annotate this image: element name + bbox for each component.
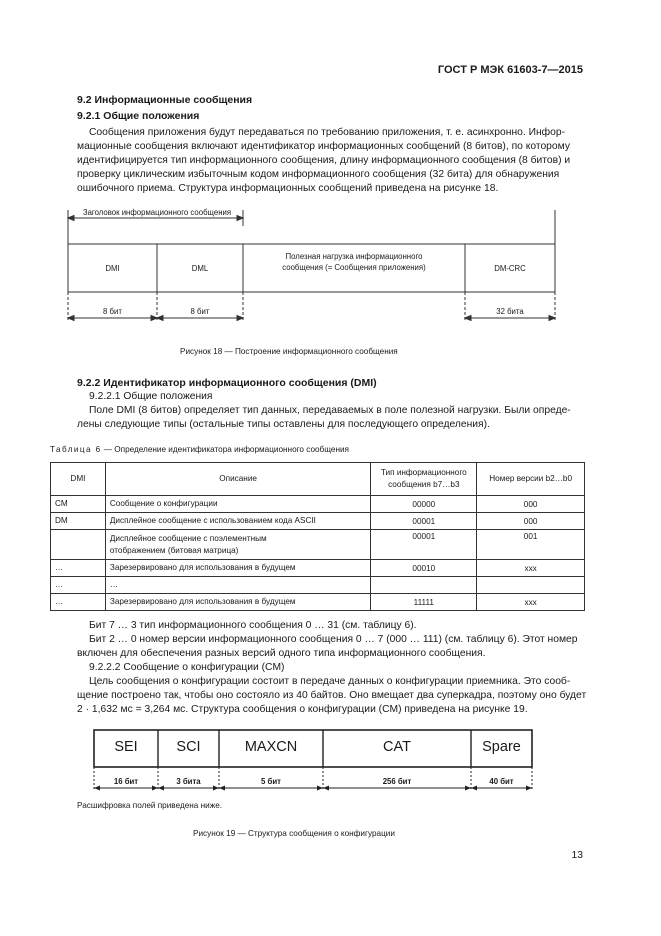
paragraph-line: Цель сообщения о конфигурации состоит в передаче данных о конфигурации приемника. Это сооб- — [89, 676, 571, 687]
figure-19-bits-cat: 256 бит — [382, 777, 412, 786]
paragraph-line: Бит 2 … 0 номер версии информационного сообщения 0 … 7 (000 … 111) (см. таблицу 6). Этот номер — [89, 634, 578, 645]
figure-18-caption: Рисунок 18 — Построение информационного сообщения — [180, 347, 398, 356]
table-cell: xxx — [477, 594, 585, 611]
table-cell: Дисплейное сообщение с поэлементным отображением (битовая матрица) — [105, 530, 370, 560]
paragraph-line: щение построено так, чтобы оно состояло из 40 байтов. Оно вмещает два суперкадра, поэтому оно будет — [77, 690, 587, 701]
table-cell: … — [51, 577, 106, 594]
table-cell: 00001 — [371, 513, 477, 530]
table-cell: 000 — [477, 496, 585, 513]
table-cell: Сообщение о конфигурации — [105, 496, 370, 513]
paragraph-line: Поле DMI (8 битов) определяет тип данных, передаваемых в поле полезной нагрузки. Были опреде- — [89, 405, 571, 416]
table-header-cell: Номер версии b2…b0 — [477, 463, 585, 496]
table-cell: 00001 — [371, 530, 477, 560]
paragraph-line: мационные сообщения включают идентификатор информационных сообщений (8 битов), по которому — [77, 141, 570, 152]
figure-18-field-dml: DML — [191, 264, 209, 273]
figure-19-field-sei: SEI — [114, 739, 138, 755]
paragraph-line: ошибочного приема. Структура информационных сообщений приведена на рисунке 18. — [77, 183, 499, 194]
figure-18-bits-dml: 8 бит — [190, 307, 210, 316]
paragraph-line: идентифицируется тип информационного сообщения, длину информационного сообщения (8 битов) и — [77, 155, 571, 166]
figure-18-field-payload: Полезная нагрузка информационного сообщения (= Сообщения приложения) — [282, 252, 426, 272]
paragraph-line: лены следующие типы (остальные типы оставлены для последующего определения). — [77, 419, 490, 430]
table-cell: DM — [51, 513, 106, 530]
table-cell: 11111 — [371, 594, 477, 611]
page-number: 13 — [571, 850, 583, 861]
figure-19-bits-spare: 40 бит — [489, 777, 514, 786]
figure-19-field-maxcn: MAXCN — [244, 739, 298, 755]
table-cell: 00010 — [371, 560, 477, 577]
table-cell: CM — [51, 496, 106, 513]
figure-19-bits-sei: 16 бит — [113, 777, 139, 786]
table-cell: … — [51, 594, 106, 611]
figure-18-field-dmi: DMI — [105, 264, 120, 273]
table-6-caption-prefix: Таблица 6 — [50, 445, 102, 454]
table-header-cell: Тип информационного сообщения b7…b3 — [371, 463, 477, 496]
table-cell: 00000 — [371, 496, 477, 513]
section-9-2-title: 9.2 Информационные сообщения — [77, 94, 253, 106]
paragraph-line: 2 · 1,632 мс = 3,264 мс. Структура сообщения о конфигурации (CM) приведена на рисунке 19. — [77, 704, 528, 715]
figure-18-field-crc: DM-CRC — [494, 264, 526, 273]
table-cell: Зарезервировано для использования в будущем — [105, 560, 370, 577]
paragraph-line: Бит 7 … 3 тип информационного сообщения 0 … 31 (см. таблицу 6). — [89, 620, 417, 631]
figure-19-bits-maxcn: 5 бит — [261, 777, 281, 786]
section-9-2-2-1-title: 9.2.2.1 Общие положения — [89, 391, 213, 402]
section-9-2-2-title: 9.2.2 Идентификатор информационного сообщения (DMI) — [77, 377, 377, 389]
figure-19-caption: Рисунок 19 — Структура сообщения о конфигурации — [193, 829, 395, 838]
table-cell: … — [105, 577, 370, 594]
figure-18-bits-crc: 32 бита — [496, 307, 524, 316]
figure-19-note: Расшифровка полей приведена ниже. — [77, 801, 223, 810]
table-cell: 001 — [477, 530, 585, 560]
section-9-2-2-2-title: 9.2.2.2 Сообщение о конфигурации (CM) — [89, 662, 285, 673]
paragraph-line: Сообщения приложения будут передаваться по требованию приложения, т. е. асинхронно. Инфор- — [89, 127, 566, 138]
table-cell: … — [51, 560, 106, 577]
table-cell: Дисплейное сообщение с использованием кода ASCII — [105, 513, 370, 530]
table-header-cell: Описание — [105, 463, 370, 496]
figure-19-field-spare: Spare — [482, 739, 521, 755]
section-9-2-1-title: 9.2.1 Общие положения — [77, 110, 200, 122]
figure-19-field-sci: SCI — [176, 739, 201, 755]
paragraph-line: проверку циклическим избыточным кодом информационного сообщения (32 бита) для обнаружения — [77, 169, 560, 180]
figure-18-bits-dmi: 8 бит — [103, 307, 122, 316]
table-header-cell: DMI — [51, 463, 106, 496]
table-6-caption-text: — Определение идентификатора информационного сообщения — [101, 445, 349, 454]
table-cell: 000 — [477, 513, 585, 530]
figure-18-header-label: Заголовок информационного сообщения — [82, 208, 232, 217]
figure-19-bits-sci: 3 бита — [176, 777, 201, 786]
document-id: ГОСТ Р МЭК 61603-7—2015 — [437, 64, 583, 76]
figure-19-field-cat: CAT — [383, 739, 411, 755]
table-cell: xxx — [477, 560, 585, 577]
paragraph-line: включен для обеспечения разных версий одного типа информационного сообщения. — [77, 648, 486, 659]
table-cell: Зарезервировано для использования в будущем — [105, 594, 370, 611]
